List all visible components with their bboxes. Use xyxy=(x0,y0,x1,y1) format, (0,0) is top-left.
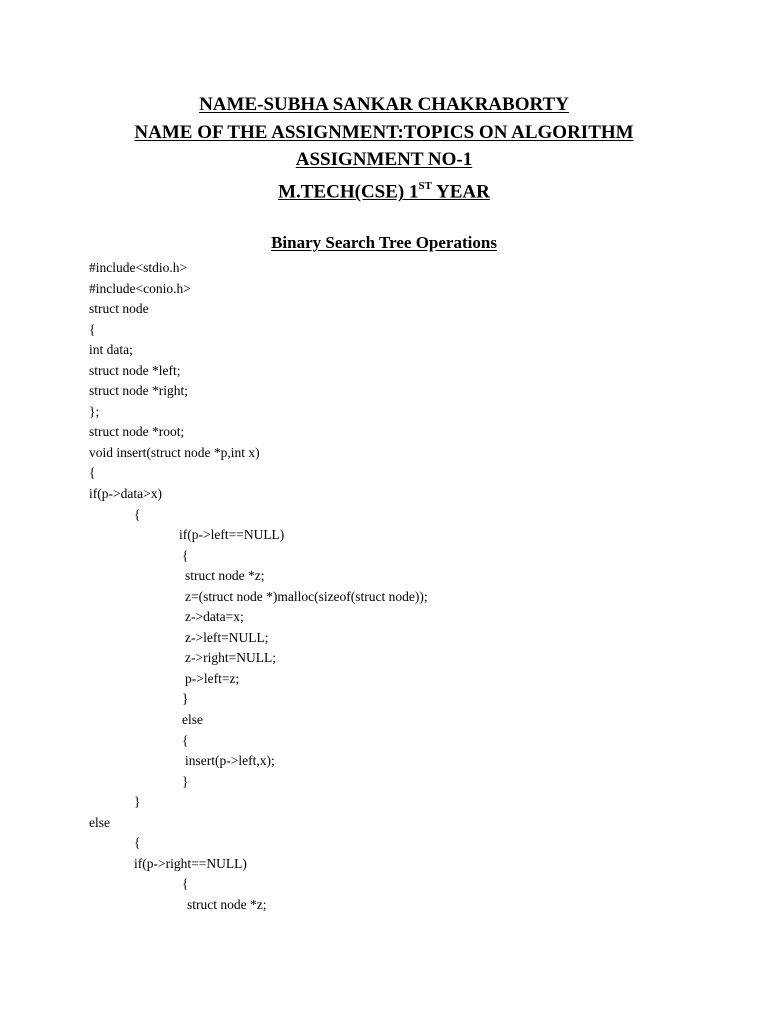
code-line: else xyxy=(89,814,110,830)
code-line: if(p->left==NULL) xyxy=(179,527,285,543)
code-listing xyxy=(89,258,428,916)
code-line: struct node *root; xyxy=(89,424,185,440)
code-line: { xyxy=(182,732,189,748)
code-line: { xyxy=(134,835,141,851)
code-line: int data; xyxy=(89,342,133,358)
code-line: struct node *z; xyxy=(187,896,267,912)
code-line: z->right=NULL; xyxy=(185,650,276,666)
code-line: }; xyxy=(89,403,100,419)
code-line: { xyxy=(182,876,189,892)
code-line: { xyxy=(89,465,96,481)
code-line: struct node *right; xyxy=(89,383,188,399)
author-name-heading: NAME-SUBHA SANKAR CHAKRABORTY xyxy=(199,94,569,115)
code-line: z->data=x; xyxy=(185,609,244,625)
code-line: p->left=z; xyxy=(185,670,240,686)
code-line: struct node xyxy=(89,301,149,317)
code-line: } xyxy=(182,691,189,707)
code-line: struct node *left; xyxy=(89,362,181,378)
code-line: else xyxy=(182,712,203,728)
code-line: struct node *z; xyxy=(185,568,265,584)
code-line: } xyxy=(182,773,189,789)
code-line: #include<stdio.h> xyxy=(89,260,188,275)
code-line: { xyxy=(89,321,96,337)
code-line: z=(struct node *)malloc(sizeof(struct node)); xyxy=(185,588,428,604)
course-suffix: YEAR xyxy=(431,181,490,203)
assignment-name-heading: NAME OF THE ASSIGNMENT:TOPICS ON ALGORITHM xyxy=(134,122,634,143)
code-line: if(p->data>x) xyxy=(89,486,162,502)
code-line: #include<conio.h> xyxy=(89,280,191,296)
code-line: { xyxy=(134,506,141,522)
course-ordinal-suffix: ST xyxy=(418,180,432,192)
code-line: { xyxy=(182,547,189,563)
code-line: z->left=NULL; xyxy=(185,629,269,645)
code-line: void insert(struct node *p,int x) xyxy=(89,444,260,460)
section-title: Binary Search Tree Operations xyxy=(271,233,497,252)
code-line: } xyxy=(134,794,141,810)
assignment-number-heading: ASSIGNMENT NO-1 xyxy=(295,149,473,170)
code-line: if(p->right==NULL) xyxy=(134,855,247,871)
code-line: insert(p->left,x); xyxy=(185,753,275,769)
course-year-heading xyxy=(0,175,768,204)
course-prefix: M.TECH(CSE) 1 xyxy=(278,181,419,203)
